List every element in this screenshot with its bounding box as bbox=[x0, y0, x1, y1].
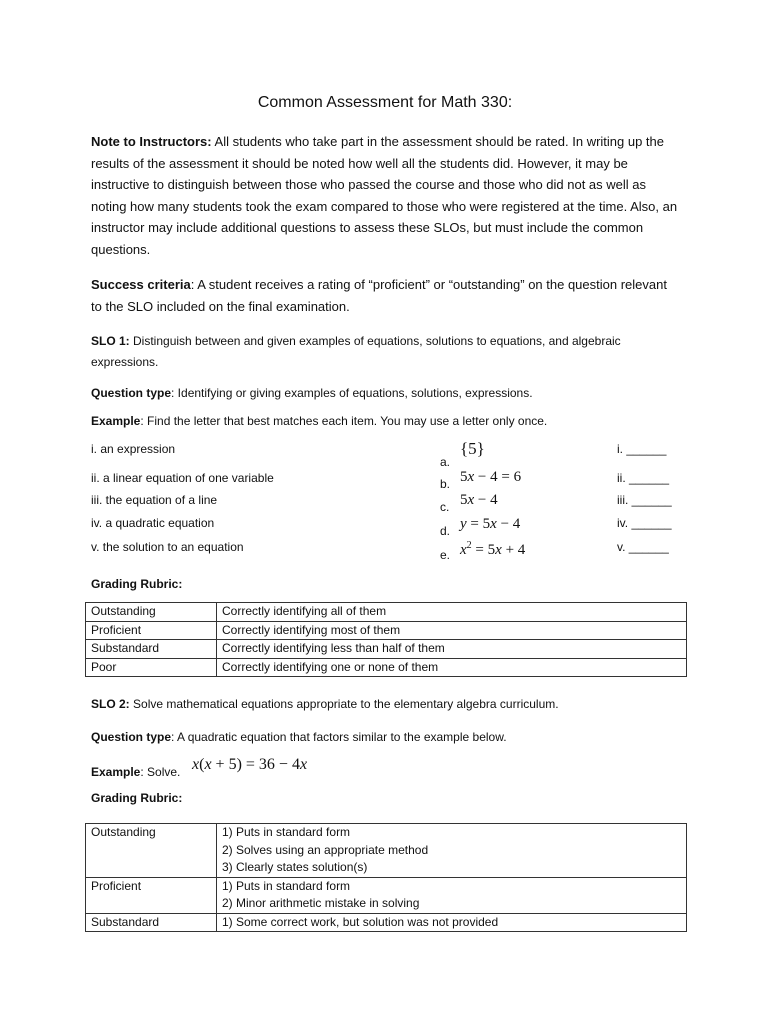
slo2-statement bbox=[91, 694, 681, 715]
rubric-steps bbox=[217, 824, 687, 878]
slo2-rubric-label: Grading Rubric: bbox=[91, 791, 183, 805]
document-title: Common Assessment for Math 330: bbox=[257, 94, 513, 111]
rubric-level: Substandard bbox=[86, 913, 217, 932]
choice-letter: e. bbox=[440, 548, 451, 562]
note-label: Note to Instructors: bbox=[91, 134, 212, 149]
math-choice-b: 5x − 4 = 6 bbox=[460, 469, 522, 485]
note-to-instructors bbox=[91, 131, 681, 261]
rubric-level: Outstanding bbox=[86, 603, 217, 622]
table-row bbox=[86, 603, 687, 622]
choice-letter: b. bbox=[440, 477, 451, 491]
rubric-step: 1) Puts in standard form bbox=[222, 878, 351, 893]
slo2-rubric-table bbox=[85, 823, 687, 932]
slo2-example-text: : Solve. bbox=[140, 765, 181, 779]
slo2-text: Solve mathematical equations appropriate to the elementary algebra curriculum. bbox=[133, 697, 559, 711]
table-row bbox=[86, 658, 687, 677]
table-row bbox=[86, 640, 687, 659]
rubric-step: 2) Solves using an appropriate method bbox=[222, 842, 429, 857]
note-text: All students who take part in the assessment should be rated. In writing up the results of the assessment it should be noted how well all the students did. However, it may be instructive to distinguish between those who passed the course and those who did not as well as noting how many students took the exam compared to those who were registered at the time. Also, an instructor may include additional questions to assess these SLOs, but must include the common questions. bbox=[91, 134, 678, 257]
slo1-rubric-table bbox=[85, 602, 687, 677]
slo2-example-equation: x(x + 5) = 36 − 4x bbox=[192, 756, 308, 773]
matching-item: v. the solution to an equation bbox=[91, 540, 244, 554]
slo1-qtype-label: Question type bbox=[91, 386, 172, 400]
slo1-example bbox=[91, 411, 681, 432]
slo1-example-text: : Find the letter that best matches each item. You may use a letter only once. bbox=[140, 414, 548, 428]
choice-letter: a. bbox=[440, 455, 451, 469]
success-criteria bbox=[91, 274, 681, 317]
rubric-steps bbox=[217, 913, 687, 932]
slo1-text: Distinguish between and given examples of equations, solutions to equations, and algebraic expressions. bbox=[91, 334, 621, 369]
rubric-step: 2) Minor arithmetic mistake in solving bbox=[222, 896, 420, 910]
rubric-level: Proficient bbox=[86, 877, 217, 913]
rubric-level: Proficient bbox=[86, 621, 217, 640]
math-choice-a: {5} bbox=[460, 439, 485, 458]
slo1-rubric-label: Grading Rubric: bbox=[91, 577, 183, 591]
slo2-example-label: Example bbox=[91, 765, 141, 779]
answer-blank: ii. ______ bbox=[617, 471, 670, 485]
choice-letter: d. bbox=[440, 524, 451, 538]
rubric-level: Substandard bbox=[86, 640, 217, 659]
matching-item: iii. the equation of a line bbox=[91, 493, 218, 507]
math-choice-d: y = 5x − 4 bbox=[460, 516, 521, 532]
answer-blank: i. ______ bbox=[617, 442, 667, 456]
rubric-step: 1) Puts in standard form bbox=[222, 825, 351, 839]
table-row bbox=[86, 913, 687, 932]
matching-item: iv. a quadratic equation bbox=[91, 516, 215, 530]
slo1-label: SLO 1: bbox=[91, 334, 130, 348]
rubric-level: Poor bbox=[86, 658, 217, 677]
slo1-qtype-text: : Identifying or giving examples of equations, solutions, expressions. bbox=[171, 386, 533, 400]
rubric-description: Correctly identifying one or none of them bbox=[217, 658, 687, 677]
matching-item: ii. a linear equation of one variable bbox=[91, 471, 274, 485]
success-label: Success criteria bbox=[91, 277, 191, 292]
matching-item: i. an expression bbox=[91, 442, 176, 456]
answer-blank: iv. ______ bbox=[617, 516, 672, 530]
rubric-description: Correctly identifying all of them bbox=[217, 603, 687, 622]
slo2-qtype-label: Question type bbox=[91, 730, 172, 744]
slo2-example bbox=[91, 765, 180, 779]
slo2-qtype-text: : A quadratic equation that factors similar to the example below. bbox=[171, 730, 507, 744]
math-choice-c: 5x − 4 bbox=[460, 492, 498, 508]
rubric-description: Correctly identifying most of them bbox=[217, 621, 687, 640]
answer-blank: iii. ______ bbox=[617, 493, 672, 507]
success-text: : A student receives a rating of “proficient” or “outstanding” on the question relevant to the SLO included on the final examination. bbox=[91, 277, 667, 314]
rubric-step: 3) Clearly states solution(s) bbox=[222, 860, 368, 874]
slo2-question-type bbox=[91, 727, 681, 748]
slo1-example-label: Example bbox=[91, 414, 141, 428]
table-row bbox=[86, 621, 687, 640]
slo1-question-type bbox=[91, 383, 681, 404]
math-choice-e: $x^2 = 5x + 4$ bbox=[460, 540, 526, 558]
rubric-step: 1) Some correct work, but solution was not provided bbox=[222, 914, 499, 929]
rubric-level: Outstanding bbox=[86, 824, 217, 878]
rubric-description: Correctly identifying less than half of them bbox=[217, 640, 687, 659]
rubric-steps bbox=[217, 877, 687, 913]
choice-letter: c. bbox=[440, 500, 450, 514]
table-row bbox=[86, 824, 687, 878]
slo1-statement bbox=[91, 331, 681, 372]
slo2-label: SLO 2: bbox=[91, 697, 130, 711]
table-row bbox=[86, 877, 687, 913]
answer-blank: v. ______ bbox=[617, 540, 669, 554]
